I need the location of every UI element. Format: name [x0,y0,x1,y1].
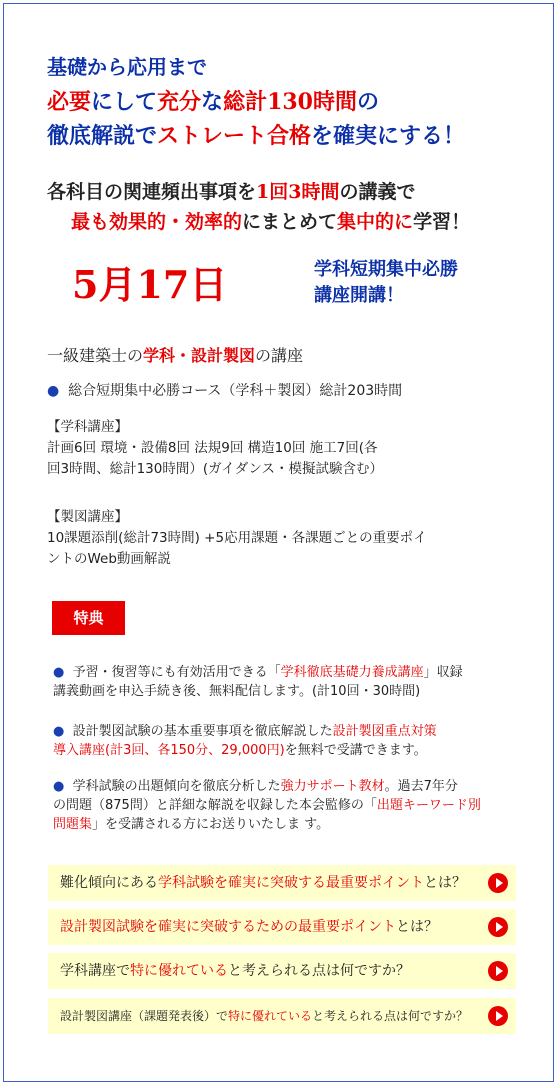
benefit-3-line2: の問題（875問）と詳細な解説を収録した本会監修の「出題キーワード別 [53,798,481,813]
benefit-2-line2: 導入講座(計3回、各150分、29,000円)を無料で受講できます。 [53,743,427,758]
circle-bullet-icon: ● [53,724,65,739]
play-arrow-icon[interactable] [488,873,508,893]
faq-link-3[interactable] [48,953,516,989]
benefit-3-line1: ● 学科試験の出題傾向を徹底分析した強力サポート教材。過去7年分 [53,779,458,794]
gakka-line1: 計画6回 環境・設備8回 法規9回 構造10回 施工7回(各 [47,440,378,456]
faq-question[interactable]: 設計製図試験を確実に突破するための最重要ポイントとは？ [60,919,438,935]
course-name: ● 総合短期集中必勝コース（学科＋製図）総計203時間 [47,383,403,399]
opening-line2: 講座開講！ [314,285,404,306]
headline-line2: 必要にして充分な総計130時間の [47,89,380,115]
circle-bullet-icon: ● [53,779,65,794]
headline-line3: 徹底解説でストレート合格を確実にする！ [47,123,466,149]
benefit-1-line2: 講義動画を申込手続き後、無料配信します。(計10回・30時間) [53,684,421,699]
subhead-line2: 最も効果的・効率的にまとめて集中的に学習！ [71,211,471,233]
circle-bullet-icon: ● [53,665,65,680]
faq-question[interactable]: 設計製図講座（課題発表後）で特に優れていると考えられる点は何ですか？ [60,1009,469,1023]
seizu-line2: ントのWeb動画解説 [47,551,171,567]
faq-link-2[interactable] [48,909,516,945]
seizu-line1: 10課題添削(総計73時間) +5応用課題・各課題ごとの重要ポイ [47,530,427,546]
start-date: 5月17日 [72,262,228,307]
headline-line1: 基礎から応用まで [47,55,207,79]
faq-question[interactable]: 難化傾向にある学科試験を確実に突破する最重要ポイントとは？ [60,875,466,891]
faq-question[interactable]: 学科講座で特に優れていると考えられる点は何ですか？ [60,963,410,979]
subhead-line1: 各科目の関連頻出事項を1回3時間の講義で [47,181,416,203]
seizu-heading: 【製図講座】 [47,509,128,525]
faq-link-1[interactable] [48,865,516,901]
play-arrow-icon[interactable] [488,961,508,981]
gakka-line2: 回3時間、総計130時間）(ガイダンス・模擬試験含む） [47,461,383,477]
opening-line1: 学科短期集中必勝 [314,259,458,280]
play-arrow-icon[interactable] [488,1006,508,1026]
benefit-1-line1: ● 予習・復習等にも有効活用できる「学科徹底基礎力養成講座」収録 [53,665,463,680]
circle-bullet-icon: ● [47,383,60,399]
gakka-heading: 【学科講座】 [47,419,128,435]
benefit-2-line1: ● 設計製図試験の基本重要事項を徹底解説した設計製図重点対策 [53,724,437,739]
benefit-3-line3: 問題集」を受講される方にお送りいたしま す。 [53,817,330,832]
course-title: 一級建築士の学科・設計製図の講座 [47,346,304,365]
faq-link-4[interactable] [48,998,516,1034]
play-arrow-icon[interactable] [488,917,508,937]
tokuten-badge: 特典 [52,601,125,635]
